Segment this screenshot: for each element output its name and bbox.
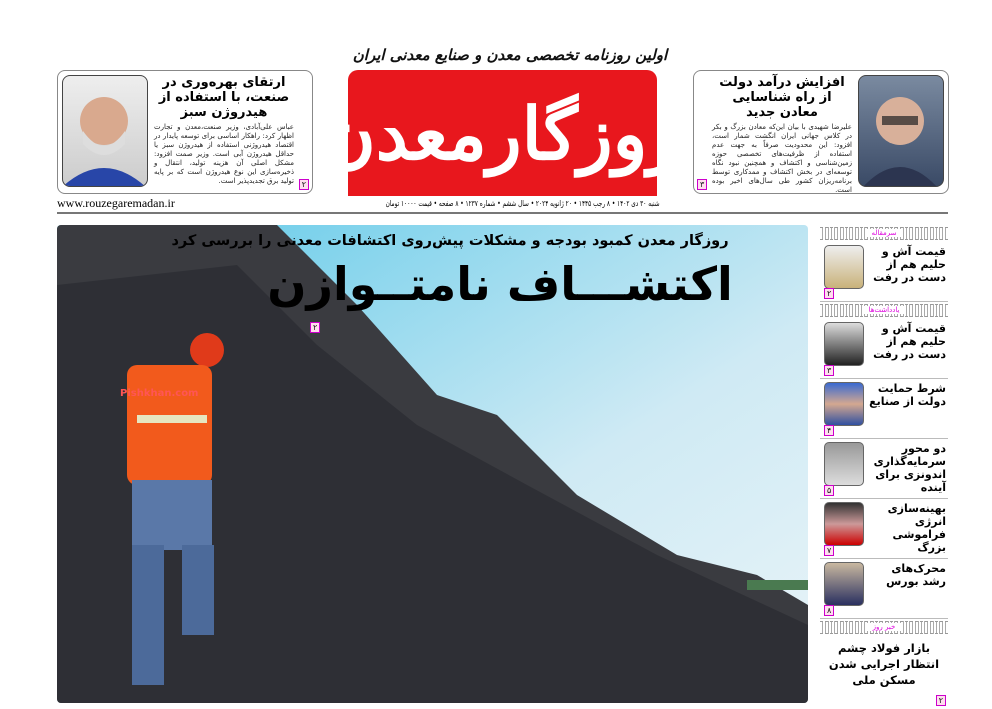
left-teaser-box[interactable] (57, 70, 313, 194)
list-item[interactable]: محرک‌های رشد بورس ۸ (820, 559, 948, 619)
divider (57, 212, 948, 214)
page-number: ۲ (299, 179, 309, 190)
list-item[interactable]: دو محور سرمایه‌گذاری اندونزی برای آینده ۵ (820, 439, 948, 499)
portrait-image (824, 322, 864, 366)
teaser-text (154, 75, 294, 186)
portrait-image (824, 502, 864, 546)
website-url[interactable]: www.rouzegaremadan.ir (57, 196, 175, 210)
portrait-image (824, 245, 864, 289)
page-number: ۳ (697, 179, 707, 190)
teaser-body: عباس علی‌آبادی، وزیر صنعت،معدن و تجارت اظهار کرد: راهکار اساسی برای توسعه پایدار در اقتصاد هیدروژنی استفاده از هیدروژن سبز یا حداقل هیدروژن آبی است. وزیر صمت افزود: مشکل اصلی آن هزینه تولید، انتقال و ذخیره‌سازی این نوع هیدروژن است که بر پایه تولید برق تجدیدپذیر است. (154, 123, 294, 185)
teaser-title: افزایش درآمد دولت از راه شناسایی معادن جدید (719, 75, 845, 120)
main-headline[interactable]: اکتشـــاف نامتــوازن (267, 257, 733, 311)
portrait-image (824, 382, 864, 426)
section-header: سرمقاله (820, 227, 948, 240)
teaser-text (712, 75, 852, 195)
tagline: اولین روزنامه تخصصی معدن و صنایع معدنی ایران (352, 46, 668, 64)
sidebar (820, 225, 948, 708)
portrait-image (824, 442, 864, 486)
list-item[interactable]: بهینه‌سازی انرژی فراموشی بزرگ ۷ (820, 499, 948, 559)
portrait-image (824, 562, 864, 606)
portrait-image (858, 75, 944, 187)
section-header: یادداشت‌ها (820, 304, 948, 317)
list-item[interactable]: قیمت آش و حلیم هم از دست در رفت ۳ (820, 319, 948, 379)
watermark: Pishkhan.com (120, 388, 199, 399)
newspaper-logo[interactable]: روزگارمعدن (348, 70, 657, 196)
list-item[interactable]: شرط حمایت دولت از صنایع ۴ (820, 379, 948, 439)
section-header: خبر روز (820, 621, 948, 634)
main-subheadline: روزگار معدن کمبود بودجه و مشکلات پیش‌روی اکتشافات معدنی را بررسی کرد (171, 233, 729, 249)
teaser-title: ارتقای بهره‌وری در صنعت، با استفاده از هیدروژن سبز (158, 75, 290, 120)
news-item[interactable]: بازار فولاد چشم انتظار اجرایی شدن مسکن ملی ۲ (820, 636, 948, 709)
page-number: ۲ (310, 322, 320, 333)
teaser-body: علیرضا شهیدی با بیان این‌که معادن بزرگ و بکر در کلاس جهانی ایران انگشت شمار است، افزود: این محدودیت صرفاً به جهت عدم استفاده از ظرفیت‌های تخصصی حوزه زمین‌شناسی و اکتشاف و همچنین نبود نگاه توسعه‌ای در بخش اکتشاف و ممدکاری توسط برنامه‌ریزان کشور طی سال‌های اخیر بوده است. (712, 123, 852, 194)
portrait-image (62, 75, 148, 187)
dateline: شنبه ۳۰ دی ۱۴۰۲ • ۸ رجب ۱۴۴۵ • ۲۰ ژانویه ۲۰۲۴ • سال ششم • شماره ۱۲۳۷ • ۸ صفحه • قیمت ۱۰۰۰۰ تومان (385, 199, 660, 208)
list-item[interactable]: قیمت آش و حلیم هم از دست در رفت ۲ (820, 242, 948, 302)
right-teaser-box[interactable] (693, 70, 949, 194)
